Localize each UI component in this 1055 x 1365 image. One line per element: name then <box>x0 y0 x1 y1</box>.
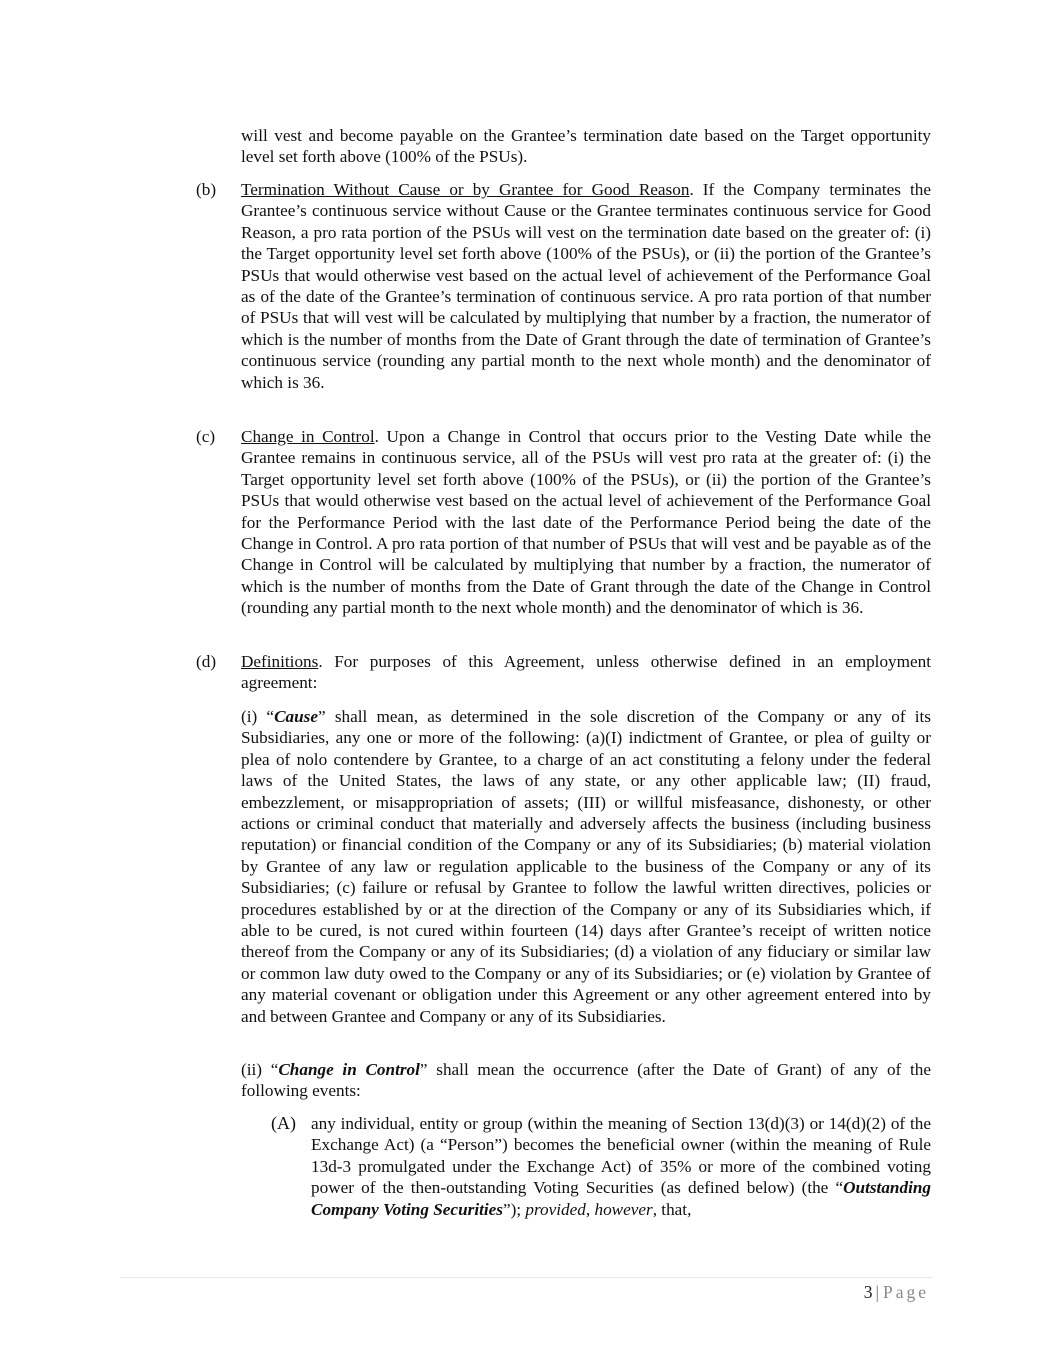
comma-text: , <box>585 1199 595 1219</box>
change-in-control-definition <box>241 1059 931 1102</box>
section-c-body: . Upon a Change in Control that occurs prior to the Vesting Date while the Grantee remains in continuous service, all of the PSUs will vest pro rata at the greater of: (i) the Target opportunity level set forth above (100% of the PSUs), or (ii) the portion of the Grantee’s PSUs that would otherwise vest based on the actual level of achievement of the Performance Goal for the Performance Period with the last date of the Performance Period being the date of the Change in Control. A pro rata portion of that number of PSUs that will vest and be payable as of the Change in Control will be calculated by multiplying that number by a fraction, the numerator of which is the number of months from the Date of Grant through the date of the Change in Control (rounding any partial month to the next whole month) and the denominator of which is 36. <box>241 427 931 618</box>
section-b-heading: Termination Without Cause or by Grantee for Good Reason <box>241 180 690 199</box>
section-c <box>241 426 931 619</box>
cause-body: ” shall mean, as determined in the sole discretion of the Company or any of its Subsidiaries, any one or more of the following: (a)(I) indictment of Grantee, or plea of guilty or plea of nolo contendere by Grantee, to a charge of an act constituting a felony under the federal laws of the United States, the laws of any state, or any other applicable law; (II) fraud, embezzlement, or misappropriation of assets; (III) or willful misfeasance, dishonesty, or other actions or criminal conduct that materially and adversely affects the business (including business reputation) or financial condition of the Company or any of its Subsidiaries; (b) material violation by Grantee of any law or regulation applicable to the business of the Company or any of its Subsidiaries; (c) failure or refusal by Grantee to follow the lawful written directives, policies or procedures established by or at the direction of the Company or any of its Subsidiaries which, if able to be cured, is not cured within fourteen (14) days after Grantee’s receipt of written notice thereof from the Company or any of its Subsidiaries; (d) a violation of any fiduciary or similar law or common law duty owed to the Company or any of its Subsidiaries; or (e) violation by Grantee of any material covenant or obligation under this Agreement or any other agreement entered into by and between Grantee and Company or any of its Subsidiaries. <box>241 707 931 1026</box>
subsection-a-body: any individual, entity or group (within the meaning of Section 13(d)(3) or 14(d)(2) of the Exchange Act) (a “Person”) becomes the beneficial owner (within the meaning of Rule 13d-3 promulgated under the Exchange Act) of 35% or more of the combined voting power of the then-outstanding Voting Securities (as defined below) (the “ <box>311 1114 931 1198</box>
subsection-a-label: (A) <box>271 1113 296 1133</box>
cic-body: ” shall mean the occurrence (after the Date of Grant) of any of the following events: <box>241 1060 931 1101</box>
cic-prefix: (ii) “ <box>241 1060 279 1079</box>
subsection-a-term: Outstanding Company Voting Securities <box>311 1178 931 1219</box>
section-d-label: (d) <box>196 652 217 671</box>
section-d-heading: Definitions <box>241 652 319 671</box>
cause-definition <box>241 706 931 1027</box>
cic-term: Change in Control <box>278 1060 420 1079</box>
subsection-a <box>311 1113 931 1220</box>
subsection-a-after-term: ”); <box>502 1199 526 1219</box>
cause-term: Cause <box>274 707 318 726</box>
however-text: however <box>594 1199 653 1219</box>
section-c-heading: Change in Control <box>241 427 375 446</box>
footer-divider <box>120 1277 932 1278</box>
cause-prefix: (i) “ <box>241 707 275 726</box>
provided-text: provided <box>525 1199 586 1219</box>
section-d-body: . For purposes of this Agreement, unless otherwise defined in an employment agreement: <box>241 652 931 693</box>
page-footer <box>864 1282 929 1303</box>
intro-text: will vest and become payable on the Grantee’s termination date based on the Target opportunity level set forth above (100% of the PSUs). <box>241 126 931 167</box>
subsection-a-tail: , that, <box>652 1199 692 1219</box>
section-b-body: . If the Company terminates the Grantee’s continuous service without Cause or the Grantee terminates continuous service for Good Reason, a pro rata portion of the PSUs will vest on the termination date based on the greater of: (i) the Target opportunity level set forth above (100% of the PSUs), or (ii) the portion of the Grantee’s PSUs that would otherwise vest based on the actual level of achievement of the Performance Goal as of the date of the Grantee’s termination of continuous service. A pro rata portion of that number of PSUs that will vest will be calculated by multiplying that number by a fraction, the numerator of which is the number of months from the Date of Grant through the date of termination of Grantee’s continuous service (rounding any partial month to the next whole month) and the denominator of which is 36. <box>241 180 931 392</box>
page-word: Page <box>882 1282 929 1302</box>
section-d <box>241 651 931 694</box>
intro-continuation <box>241 125 931 168</box>
section-b-label: (b) <box>196 180 217 199</box>
page-number: 3 <box>863 1282 873 1302</box>
footer-separator: | <box>875 1282 879 1302</box>
section-c-label: (c) <box>196 427 216 446</box>
section-b <box>241 179 931 393</box>
